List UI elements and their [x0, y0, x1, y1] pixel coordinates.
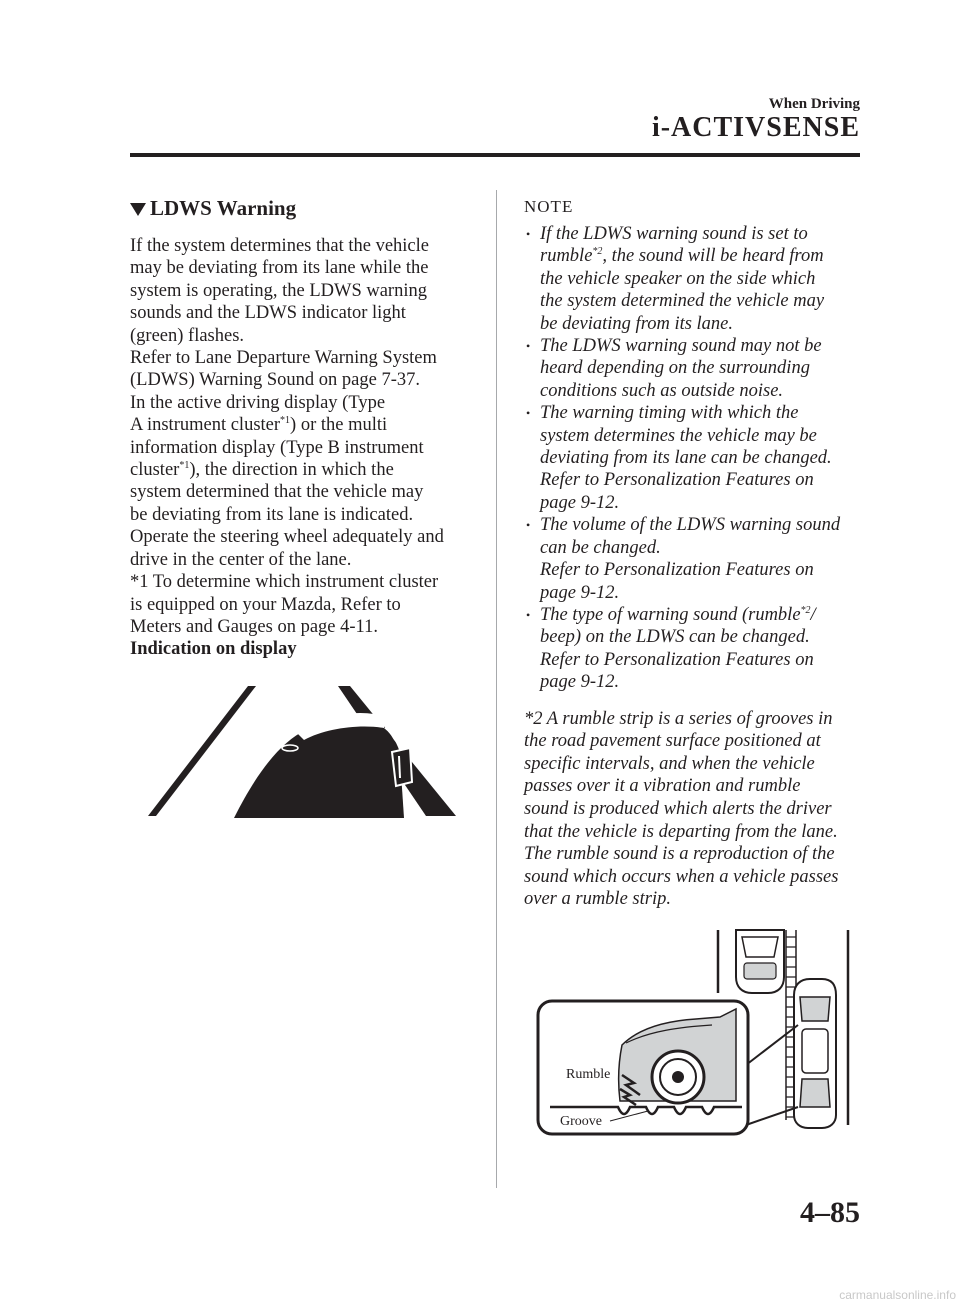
text-run: ) or the multi [290, 415, 388, 436]
paragraph-line: sounds and the LDWS indicator light [130, 303, 406, 324]
note-line: be deviating from its lane. [540, 313, 734, 334]
footnote-line: sound is produced which alerts the driver [524, 798, 832, 819]
note-line: page 9-12. [540, 672, 620, 693]
callout-line [746, 1025, 798, 1065]
header-subtitle: When Driving [768, 96, 860, 112]
text-run: ), the direction in which the [189, 460, 394, 481]
note-line: system determines the vehicle may be [540, 425, 817, 446]
paragraph-line: If the system determines that the vehicle [130, 236, 429, 256]
text-run: / [810, 604, 816, 625]
note-item [524, 402, 869, 514]
footnote-line: passes over it a vibration and rumble [524, 776, 801, 797]
footnote-ref: *2 [800, 604, 811, 616]
note-item [524, 335, 869, 402]
note-item [524, 514, 869, 604]
right-column [524, 197, 869, 911]
note-heading: NOTE [524, 197, 574, 216]
section-heading-text: LDWS Warning [150, 196, 297, 220]
paragraph-line: drive in the center of the lane. [130, 549, 352, 570]
paragraph-line: *1 To determine which instrument cluster [130, 572, 439, 593]
paragraph-line: Refer to Lane Departure Warning System [130, 348, 437, 369]
car-top-view-upper [736, 930, 784, 993]
note-list [524, 223, 869, 694]
vehicle-rear-icon [234, 713, 412, 818]
note-line: heard depending on the surrounding [540, 358, 810, 379]
column-divider [496, 190, 497, 1188]
footnote-line: that the vehicle is departing from the lane. [524, 821, 838, 842]
footnote [524, 708, 869, 911]
note-line: deviating from its lane can be changed. [540, 448, 832, 469]
paragraph-line: system is operating, the LDWS warning [130, 280, 427, 301]
footnote-line: specific intervals, and when the vehicle [524, 753, 815, 774]
note-line: If the LDWS warning sound is set to [540, 224, 808, 244]
paragraph-line: Meters and Gauges on page 4-11. [130, 616, 378, 637]
text-run: , the sound will be heard from [602, 246, 824, 267]
note-line: beep) on the LDWS can be changed. [540, 627, 810, 648]
note-line: The LDWS warning sound may not be [540, 336, 822, 357]
text-run: rumble [540, 246, 593, 267]
note-line [540, 245, 869, 267]
footnote-line: The rumble sound is a reproduction of the [524, 844, 835, 865]
paragraph-line: Operate the steering wheel adequately and [130, 527, 444, 548]
paragraph-line: system determined that the vehicle may [130, 482, 424, 503]
text-run: A instrument cluster [130, 415, 281, 436]
bullet-icon: • [526, 227, 531, 241]
triangle-marker-icon [130, 203, 146, 216]
footnote-ref: *1 [280, 415, 291, 427]
note-item [524, 604, 869, 694]
indication-heading: Indication on display [130, 639, 297, 660]
footnote-line: sound which occurs when a vehicle passes [524, 866, 839, 887]
note-line: Refer to Personalization Features on [540, 470, 814, 491]
footnote-ref: *1 [179, 460, 190, 472]
paragraph-line [130, 459, 475, 481]
note-line: can be changed. [540, 537, 661, 558]
section-heading [130, 196, 475, 221]
note-line: page 9-12. [540, 582, 620, 603]
note-line: The warning timing with which the [540, 403, 799, 424]
note-line: the vehicle speaker on the side which [540, 268, 816, 289]
text-run: cluster [130, 460, 180, 481]
paragraph-line: be deviating from its lane is indicated. [130, 504, 414, 525]
note-line: the system determined the vehicle may [540, 291, 825, 312]
note-line: Refer to Personalization Features on [540, 560, 814, 581]
lane-departure-display-figure [148, 686, 456, 818]
note-line: The volume of the LDWS warning sound [540, 515, 841, 536]
bullet-icon: • [526, 406, 531, 421]
text-run: The type of warning sound (rumble [540, 604, 801, 625]
left-column [130, 196, 475, 661]
paragraph-line: (green) flashes. [130, 325, 245, 346]
callout-line [746, 1107, 798, 1125]
footnote-line: the road pavement surface positioned at [524, 731, 821, 752]
watermark: carmanualsonline.info [839, 1288, 956, 1302]
car-top-view-departing [794, 979, 836, 1128]
page-number: 4–85 [800, 1196, 860, 1229]
bullet-icon: • [526, 607, 531, 622]
note-item [524, 223, 869, 335]
note-line: page 9-12. [540, 492, 620, 513]
footnote-line: *2 A rumble strip is a series of grooves in [524, 708, 833, 729]
footnote-ref: *2 [592, 246, 603, 258]
rumble-strip-figure [530, 925, 860, 1140]
groove-label: Groove [560, 1114, 602, 1129]
paragraph-line: In the active driving display (Type [130, 392, 386, 413]
paragraph-line: is equipped on your Mazda, Refer to [130, 594, 401, 615]
paragraph-line: information display (Type B instrument [130, 437, 424, 458]
header-title: i-ACTIVSENSE [651, 112, 860, 143]
note-line: conditions such as outside noise. [540, 380, 784, 401]
footnote-line: over a rumble strip. [524, 889, 671, 910]
rumble-label: Rumble [566, 1067, 611, 1082]
paragraph-line: may be deviating from its lane while the [130, 258, 429, 279]
note-line [540, 604, 869, 626]
header-rule [130, 153, 860, 157]
bullet-icon: • [526, 518, 531, 533]
paragraph-line [130, 414, 475, 436]
paragraph-line: (LDWS) Warning Sound on page 7-37. [130, 370, 421, 391]
note-line: Refer to Personalization Features on [540, 649, 814, 670]
bullet-icon: • [526, 339, 531, 354]
left-lane-line [148, 686, 256, 816]
